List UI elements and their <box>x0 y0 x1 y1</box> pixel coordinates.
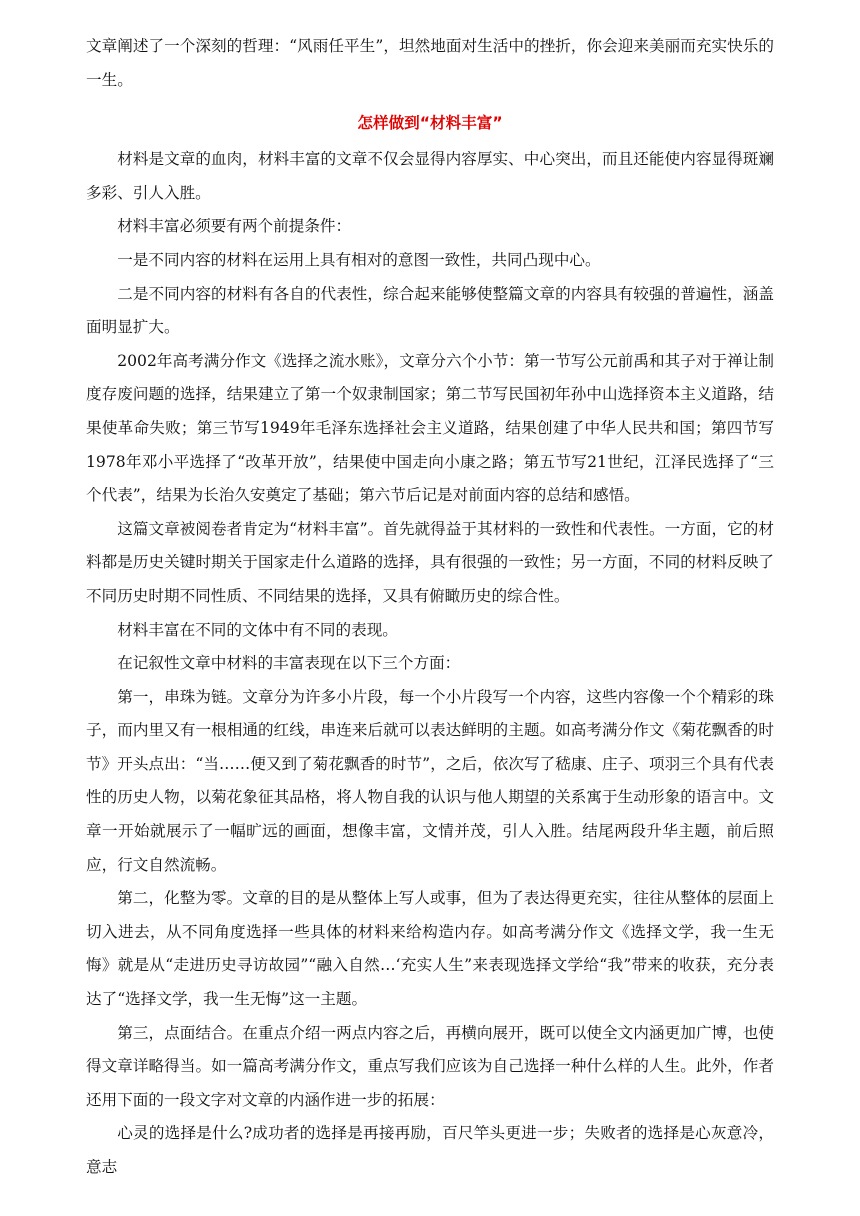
paragraph-10: 第二，化整为零。文章的目的是从整体上写人或事，但为了表达得更充实，往往从整体的层面上切入进去，从不同角度选择一些具体的材料来给构造内存。如高考满分作文《选择文学，我一生无悔》就是从“走进历史寻访故园”“融入自然…‘充实人生”来表现选择文学给“我”带来的收获，充分表达了“选择文学，我一生无悔”这一主题。 <box>86 889 774 1009</box>
paragraph-5: 2002年高考满分作文《选择之流水账》，文章分六个小节：第一节写公元前禹和其子对于禅让制度存废问题的选择，结果建立了第一个奴隶制国家；第二节写民国初年孙中山选择资本主义道路，结果使革命失败；第三节写1949年毛泽东选择社会主义道路，结果创建了中华人民共和国；第四节写1978年邓小平选择了“改革开放”，结果使中国走向小康之路；第五节写21世纪，江泽民选择了“三个代表”，结果为长治久安奠定了基础；第六节后记是对前面内容的总结和感悟。 <box>86 351 774 505</box>
paragraph-4: 二是不同内容的材料有各自的代表性，综合起来能够使整篇文章的内容具有较强的普遍性，涵盖面明显扩大。 <box>86 284 774 337</box>
section-title: 怎样做到“材料丰富” <box>357 114 503 133</box>
document-page <box>86 30 774 1185</box>
paragraph-2: 材料丰富必须要有两个前提条件： <box>117 217 352 236</box>
paragraph-3: 一是不同内容的材料在运用上具有相对的意图一致性，共同凸现中心。 <box>117 250 601 269</box>
paragraph-11: 第三，点面结合。在重点介绍一两点内容之后，再横向展开，既可以使全文内涵更加广博，也使得文章详略得当。如一篇高考满分作文，重点写我们应该为自己选择一种什么样的人生。此外，作者还用下面的一段文字对文章的内涵作进一步的拓展： <box>86 1023 774 1109</box>
paragraph-6: 这篇文章被阅卷者肯定为“材料丰富”。首先就得益于其材料的一致性和代表性。一方面，它的材料都是历史关键时期关于国家走什么道路的选择，具有很强的一致性；另一方面，不同的材料反映了不同历史时期不同性质、不同结果的选择，又具有俯瞰历史的综合性。 <box>86 519 774 605</box>
paragraph-12: 心灵的选择是什么?成功者的选择是再接再励，百尺竿头更进一步；失败者的选择是心灰意冷，意志 <box>86 1124 774 1176</box>
paragraph-1: 材料是文章的血肉，材料丰富的文章不仅会显得内容厚实、中心突出，而且还能使内容显得斑斓多彩、引人入胜。 <box>86 150 774 202</box>
paragraph-7: 材料丰富在不同的文体中有不同的表现。 <box>117 620 398 639</box>
intro-continuation: 文章阐述了一个深刻的哲理：“风雨任平生”，坦然地面对生活中的挫折，你会迎来美丽而充实快乐的一生。 <box>86 37 774 89</box>
paragraph-8: 在记叙性文章中材料的丰富表现在以下三个方面： <box>117 654 461 673</box>
paragraph-9: 第一，串珠为链。文章分为许多小片段，每一个小片段写一个内容，这些内容像一个个精彩的珠子，而内里又有一根相通的红线，串连来后就可以表达鲜明的主题。如高考满分作文《菊花飘香的时节》开头点出：“当……便又到了菊花飘香的时节”，之后，依次写了嵇康、庄子、项羽三个具有代表性的历史人物，以菊花象征其品格，将人物自我的认识与他人期望的关系寓于生动形象的语言中。文章一开始就展示了一幅旷远的画面，想像丰富，文情并茂，引人入胜。结尾两段升华主题，前后照应，行文自然流畅。 <box>86 687 774 874</box>
